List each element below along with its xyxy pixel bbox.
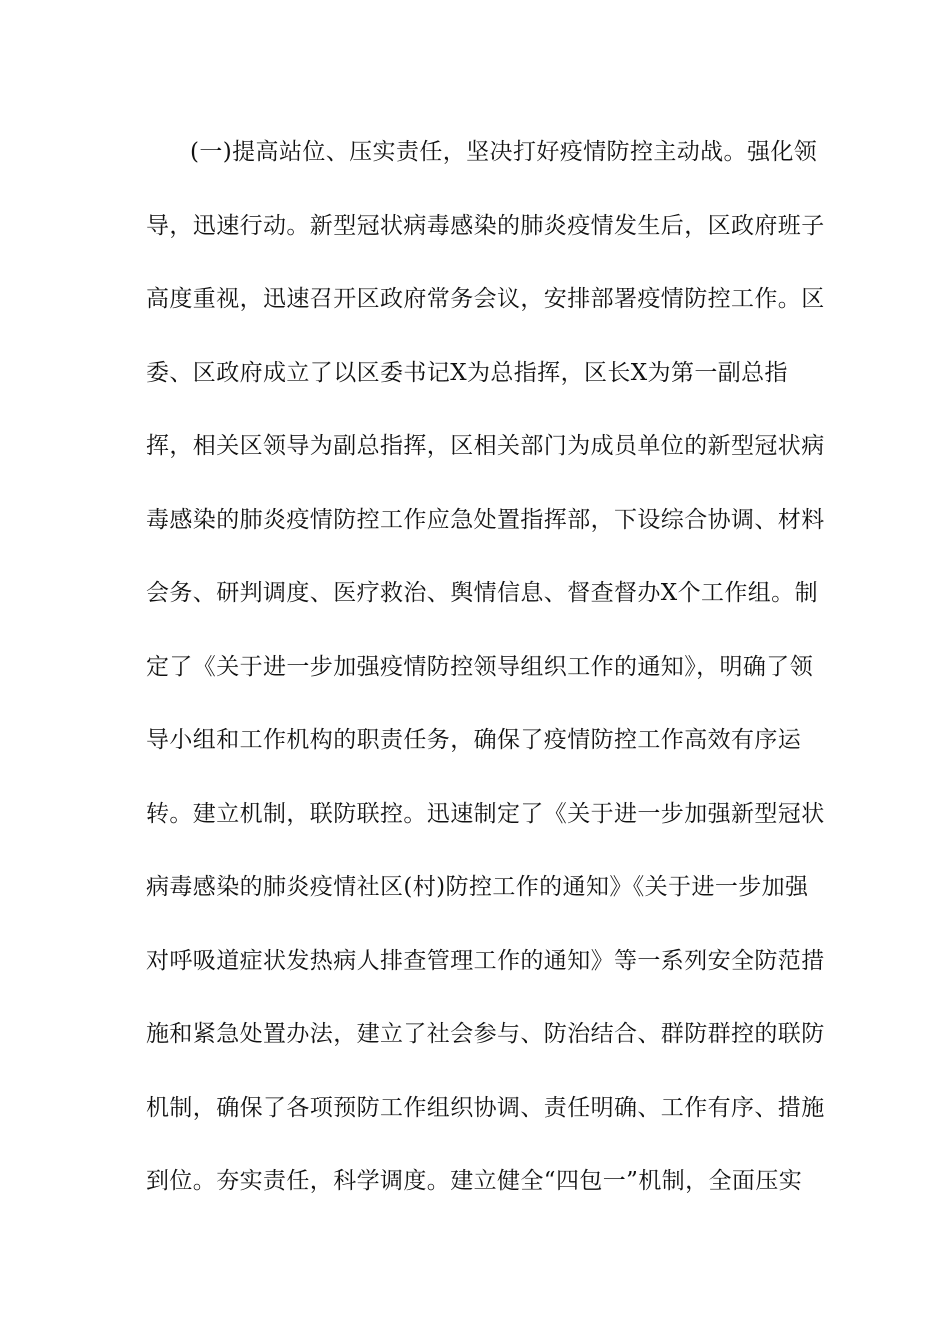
paragraph-line: 转。建立机制，联防联控。迅速制定了《关于进一步加强新型冠状 (146, 800, 825, 827)
paragraph-line: 委、区政府成立了以区委书记X为总指挥，区长X为第一副总指 (146, 359, 788, 386)
paragraph-line: 导，迅速行动。新型冠状病毒感染的肺炎疫情发生后，区政府班子 (146, 212, 825, 239)
paragraph-line: (一)提高站位、压实责任，坚决打好疫情防控主动战。强化领 (190, 139, 818, 165)
paragraph-line: 挥，相关区领导为副总指挥，区相关部门为成员单位的新型冠状病 (146, 433, 825, 459)
paragraph-line: 施和紧急处置办法，建立了社会参与、防治结合、群防群控的联防 (146, 1021, 825, 1047)
paragraph-line: 导小组和工作机构的职责任务，确保了疫情防控工作高效有序运 (146, 727, 802, 753)
paragraph-line: 会务、研判调度、医疗救治、舆情信息、督查督办X个工作组。制 (146, 580, 818, 606)
paragraph-line: 毒感染的肺炎疫情防控工作应急处置指挥部，下设综合协调、材料 (146, 506, 825, 533)
paragraph-line: 对呼吸道症状发热病人排查管理工作的通知》等一系列安全防范措 (146, 947, 825, 974)
paragraph-line: 高度重视，迅速召开区政府常务会议，安排部署疫情防控工作。区 (146, 286, 825, 312)
paragraph-line: 定了《关于进一步加强疫情防控领导组织工作的通知》，明确了领 (146, 653, 814, 680)
paragraph-line: 病毒感染的肺炎疫情社区(村)防控工作的通知》《关于进一步加强 (146, 874, 809, 900)
paragraph-line: 机制，确保了各项预防工作组织协调、责任明确、工作有序、措施 (146, 1094, 825, 1121)
body-paragraph (146, 130, 825, 1233)
paragraph-line: 到位。夯实责任，科学调度。建立健全“四包一”机制，全面压实 (146, 1168, 803, 1194)
